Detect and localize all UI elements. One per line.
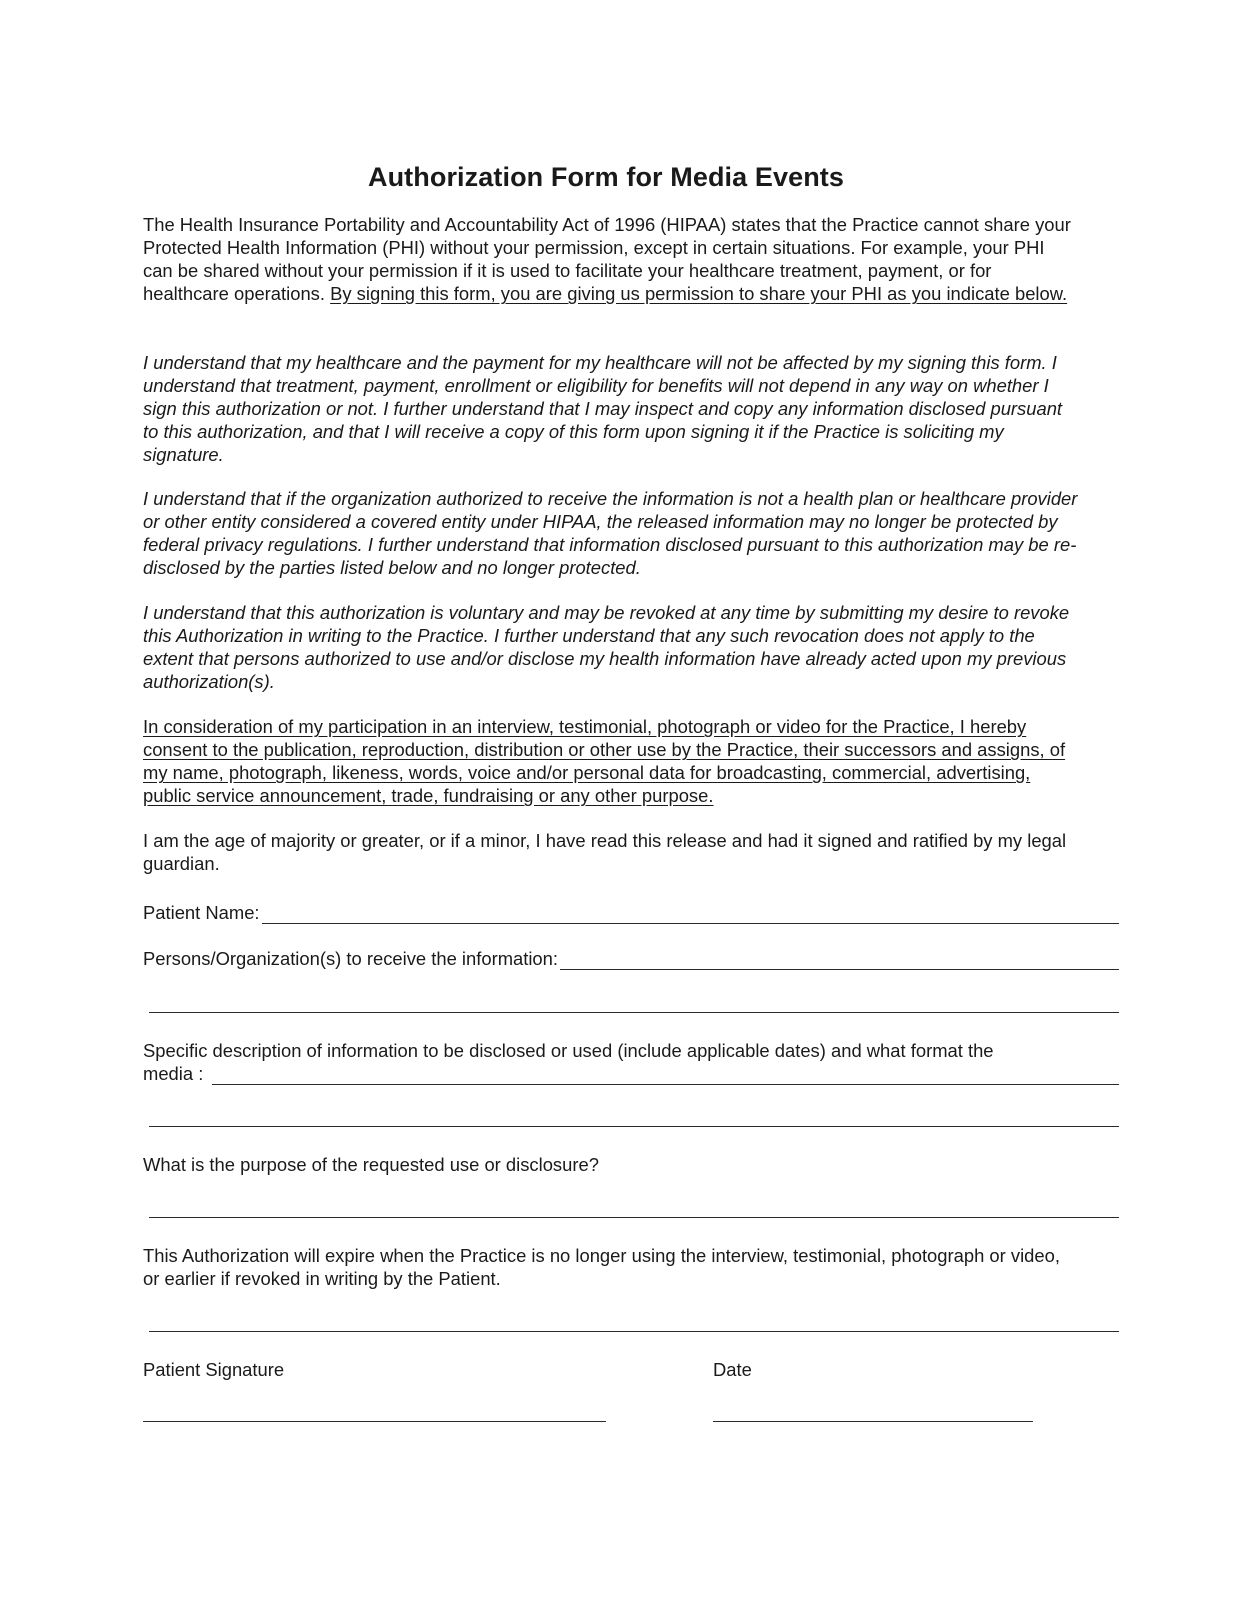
purpose-label: What is the purpose of the requested use or disclosure? <box>143 1154 599 1175</box>
recipients-label: Persons/Organization(s) to receive the information: <box>143 948 559 969</box>
revocation-paragraph: I understand that this authorization is voluntary and may be revoked at any time by submitting my desire to revoke this Authorization in writing to the Practice. I further understand that any such revocation does not apply to the extent that persons authorized to use and/or disclose my health information have already acted upon my previous authorization(s). <box>143 602 1070 692</box>
patient-name-field[interactable] <box>262 905 1119 924</box>
description-label: Specific description of information to be disclosed or used (include applicable dates) and what format the <box>143 1040 994 1061</box>
redisclosure-paragraph: I understand that if the organization authorized to receive the information is not a health plan or healthcare provider or other entity considered a covered entity under HIPAA, the released information may no longer be protected by federal privacy regulations. I further understand that information disclosed pursuant to this authorization may be re-disclosed by the parties listed below and no longer protected. <box>143 488 1078 578</box>
recipients-field[interactable] <box>560 951 1119 970</box>
date-label: Date <box>713 1359 752 1380</box>
treatment-not-affected-paragraph: I understand that my healthcare and the payment for my healthcare will not be affected by my signing this form. I understand that treatment, payment, enrollment or eligibility for benefits will not depend in any way on whether I sign this authorization or not. I further understand that I may inspect and copy any information disclosed pursuant to this authorization, and that I will receive a copy of this form upon signing it if the Practice is soliciting my signature. <box>143 352 1063 465</box>
patient-name-label: Patient Name: <box>143 902 260 923</box>
purpose-field[interactable] <box>149 1217 1119 1218</box>
recipients-field-line-2[interactable] <box>149 1012 1119 1013</box>
date-field[interactable] <box>713 1421 1033 1422</box>
hipaa-intro-paragraph <box>143 213 1078 305</box>
description-label-cont: media : <box>143 1063 204 1084</box>
consent-paragraph <box>143 715 1078 807</box>
consent-text: In consideration of my participation in an interview, testimonial, photograph or video for the Practice, I hereby consent to the publication, reproduction, distribution or other use by the Practice, their successors and assigns, of my name, photograph, likeness, words, voice and/or personal data for broadcasting, commercial, advertising, public service announcement, trade, fundraising or any other purpose. <box>143 716 1066 806</box>
expiration-field-line[interactable] <box>149 1331 1119 1332</box>
hipaa-intro-text: The Health Insurance Portability and Accountability Act of 1996 (HIPAA) states that the Practice cannot share your Protected Health Information (PHI) without your permission, except in certain situations. For example, your PHI can be shared without your permission if it is used to facilitate your healthcare treatment, payment, or for healthcare operations. <box>143 214 1071 304</box>
document-title: Authorization Form for Media Events <box>367 162 845 192</box>
recipients-row <box>143 947 1119 970</box>
patient-name-row <box>143 901 1119 924</box>
age-of-majority-paragraph: I am the age of majority or greater, or if a minor, I have read this release and had it signed and ratified by my legal guardian. <box>143 830 1067 874</box>
expiration-paragraph: This Authorization will expire when the Practice is no longer using the interview, testimonial, photograph or video, or earlier if revoked in writing by the Patient. <box>143 1245 1060 1289</box>
description-row <box>143 1062 1119 1085</box>
description-field[interactable] <box>212 1066 1119 1085</box>
hipaa-intro-underlined: By signing this form, you are giving us permission to share your PHI as you indicate below. <box>330 283 1068 304</box>
patient-signature-label: Patient Signature <box>143 1359 285 1380</box>
description-field-line-2[interactable] <box>149 1126 1119 1127</box>
patient-signature-field[interactable] <box>143 1421 606 1422</box>
